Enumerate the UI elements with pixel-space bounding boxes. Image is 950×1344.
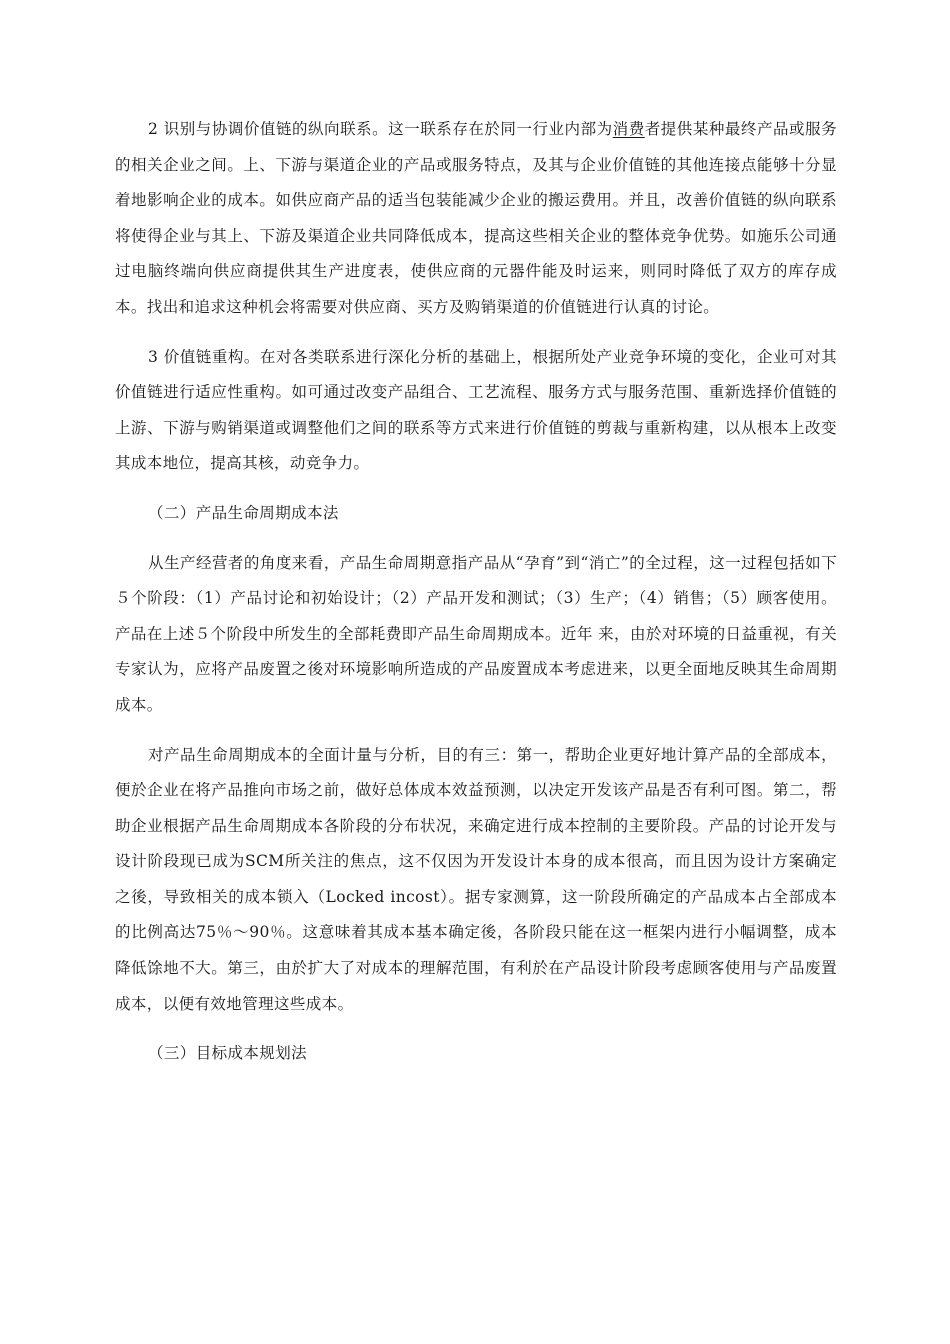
paragraph-text: 者提供某种最终产品或服务的相关企业之间。上、下游与渠道企业的产品或服务特点，及其与企业价值链的其他连接点能够十分显着地影响企业的成本。如供应商产品的适当包装能减少企业的搬运费用。并且，改善价值链的纵向联系将使得企业与其上、下游及渠道企业共同降低成本，提高这些相关企业的整体竞争优势。如施乐公司通过电脑终端向供应商提供其生产进度表，使供应商的元器件能及时运来，则同时降低了双方的库存成本。找出和追求这种机会将需要对供应商、买方及购销渠道的价值链进行认真的讨论。 (115, 120, 837, 316)
section-heading-target-cost: （三）目标成本规划法 (148, 1044, 308, 1063)
paragraph-text: 2 识别与协调价值链的纵向联系。这一联系存在於同一行业内部为 (148, 120, 613, 138)
paragraph-vertical-linkage (115, 112, 837, 326)
paragraph-life-cycle-purpose: 对产品生命周期成本的全面计量与分析，目的有三：第一，帮助企业更好地计算产品的全部成本，便於企业在将产品推向市场之前，做好总体成本效益预测，以决定开发该产品是否有利可图。第二，帮助企业根据产品生命周期成本各阶段的分布状况，来确定进行成本控制的主要阶段。产品的讨论开发与设计阶段现已成为SCM所关注的焦点，这不仅因为开发设计本身的成本很高，而且因为设计方案确定之後，导致相关的成本锁入（Locked incost）。据专家测算，这一阶段所确定的产品成本占全部成本的比例高达75％～90％。这意味着其成本基本确定後，各阶段只能在这一框架内进行小幅调整，成本降低馀地不大。第三，由於扩大了对成本的理解范围，有利於在产品设计阶段考虑顾客使用与产品废置成本，以便有效地管理这些成本。 (115, 745, 837, 1013)
document-page (115, 112, 837, 1086)
paragraph-life-cycle-definition: 从生产经营者的角度来看，产品生命周期意指产品从“孕育”到“消亡”的全过程，这一过程包括如下５个阶段：（1）产品讨论和初始设计；（2）产品开发和测试；（3）生产；（4）销售；（5）顾客使用。产品在上述５个阶段中所发生的全部耗费即产品生命周期成本。近年 来，由於对环境的日益重视，有关专家认为，应将产品废置之後对环境影响所造成的产品废置成本考虑进来，以更全面地反映其生命周期成本。 (115, 553, 837, 714)
paragraph-value-chain-reconstruction: 3 价值链重构。在对各类联系进行深化分析的基础上，根据所处产业竞争环境的变化，企业可对其价值链进行适应性重构。如可通过改变产品组合、工艺流程、服务方式与服务范围、重新选择价值链的上游、下游与购销渠道或调整他们之间的联系等方式来进行价值链的剪裁与重新构建，以从根本上改变其成本地位，提高其核，动竞争力。 (115, 347, 837, 473)
consumption-link[interactable]: 消费 (612, 120, 645, 138)
section-heading-life-cycle: （二）产品生命周期成本法 (148, 503, 339, 522)
